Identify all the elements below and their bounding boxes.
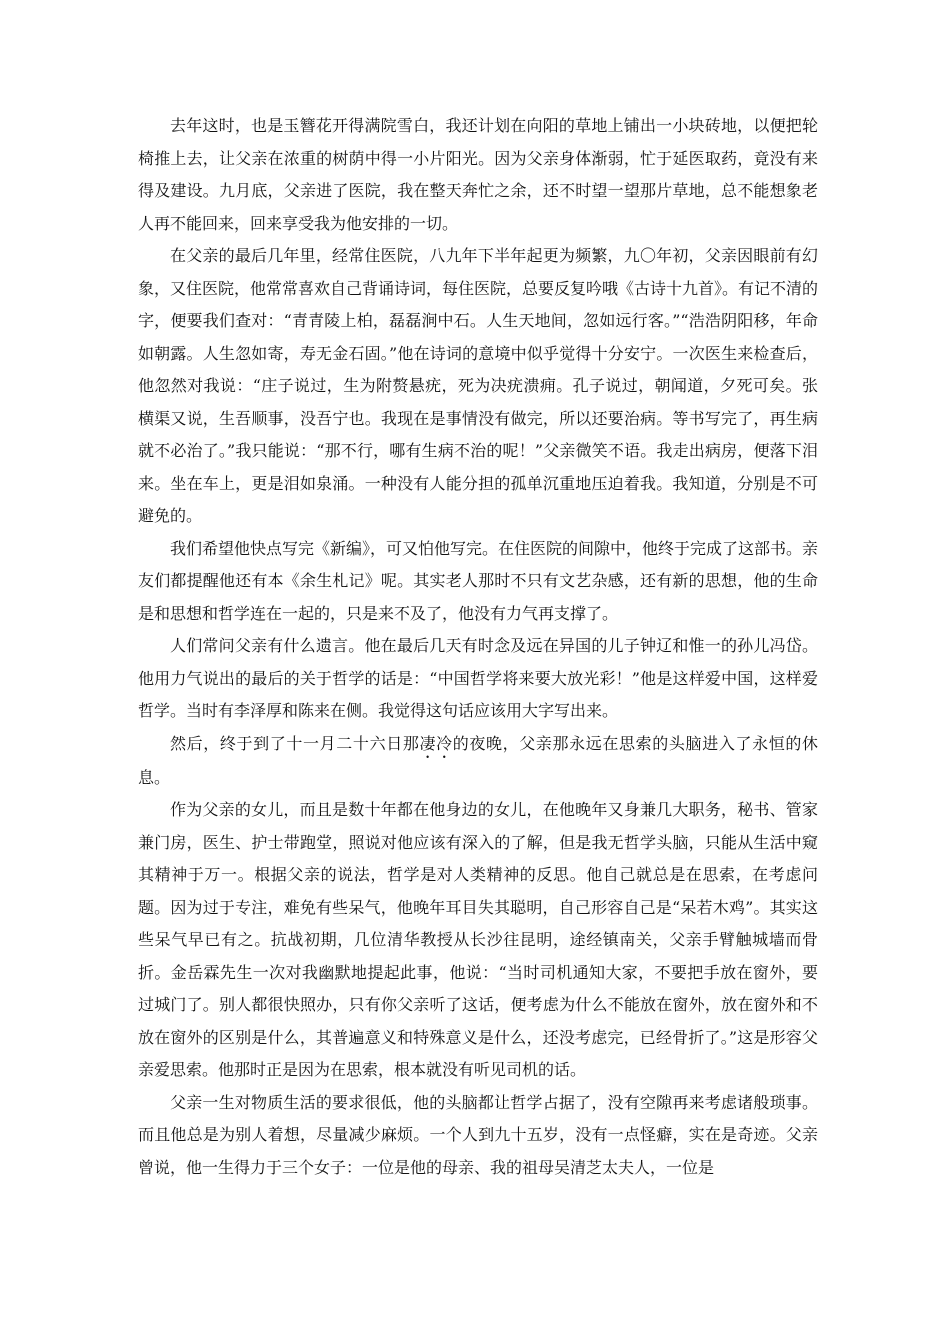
paragraph-1: 去年这时，也是玉簪花开得满院雪白，我还计划在向阳的草地上铺出一小块砖地，以便把轮椅推上去，让父亲在浓重的树荫中得一小片阳光。因为父亲身体渐弱，忙于延医取药，竟没有来得及建设。九月底，父亲进了医院，我在整天奔忙之余，还不时望一望那片草地，总不能想象老人再不能回来，回来享受我为他安排的一切。 [138, 116, 818, 233]
emphasized-word: 凄冷 [419, 733, 453, 753]
paragraph-6: 作为父亲的女儿，而且是数十年都在他身边的女儿，在他晚年又身兼几大职务，秘书、管家兼门房，医生、护士带跑堂，照说对他应该有深入的了解，但是我无哲学头脑，只能从生活中窥其精神于万一。根据父亲的说法，哲学是对人类精神的反思。他自己就总是在思索，在考虑问题。因为过于专注，难免有些呆气，他晚年耳目失其聪明，自己形容自己是“呆若木鸡”。其实这些呆气早已有之。抗战初期，几位清华教授从长沙往昆明，途经镇南关，父亲手臂触城墙而骨折。金岳霖先生一次对我幽默地提起此事，他说：“当时司机通知大家，不要把手放在窗外，要过城门了。别人都很快照办，只有你父亲听了这话，便考虑为什么不能放在窗外，放在窗外和不放在窗外的区别是什么，其普遍意义和特殊意义是什么，还没考虑完，已经骨折了。”这是形容父亲爱思索。他那时正是因为在思索，根本就没有听见司机的话。 [138, 800, 818, 1079]
paragraph-5 [138, 728, 818, 795]
paragraph-5-before: 然后，终于到了十一月二十六日那 [170, 733, 420, 753]
document-page [138, 110, 818, 1184]
paragraph-3: 我们希望他快点写完《新编》，可又怕他写完。在住医院的间隙中，他终于完成了这部书。亲友们都提醒他还有本《余生札记》呢。其实老人那时不只有文艺杂感，还有新的思想，他的生命是和思想和哲学连在一起的，只是来不及了，他没有力气再支撑了。 [138, 538, 819, 623]
paragraph-5-after: 的夜晚，父亲那永远在思索的头脑进入了永恒的休息。 [138, 733, 818, 787]
paragraph-2: 在父亲的最后几年里，经常住医院，八九年下半年起更为频繁，九〇年初，父亲因眼前有幻象，又住医院，他常常喜欢自己背诵诗词，每住医院，总要反复吟哦《古诗十九首》。有记不清的字，便要我们查对：“青青陵上柏，磊磊涧中石。人生天地间，忽如远行客。”“浩浩阴阳移，年命如朝露。人生忽如寄，寿无金石固。”他在诗词的意境中似乎觉得十分安宁。一次医生来检查后，他忽然对我说：“庄子说过，生为附赘悬疣，死为决疣溃痈。孔子说过，朝闻道，夕死可矣。张横渠又说，生吾顺事，没吾宁也。我现在是事情没有做完，所以还要治病。等书写完了，再生病就不必治了。”我只能说：“那不行，哪有生病不治的呢！”父亲微笑不语。我走出病房，便落下泪来。坐在车上，更是泪如泉涌。一种没有人能分担的孤单沉重地压迫着我。我知道，分别是不可避免的。 [138, 246, 819, 525]
paragraph-4: 人们常问父亲有什么遗言。他在最后几天有时念及远在异国的儿子钟辽和惟一的孙儿冯岱。他用力气说出的最后的关于哲学的话是：“中国哲学将来要大放光彩！”他是这样爱中国，这样爱哲学。当时有李泽厚和陈来在侧。我觉得这句话应该用大字写出来。 [138, 636, 818, 720]
paragraph-7: 父亲一生对物质生活的要求很低，他的头脑都让哲学占据了，没有空隙再来考虑诸般琐事。而且他总是为别人着想，尽量减少麻烦。一个人到九十五岁，没有一点怪癖，实在是奇迹。父亲曾说，他一生得力于三个女子：一位是他的母亲、我的祖母吴清芝太夫人，一位是 [138, 1092, 818, 1177]
